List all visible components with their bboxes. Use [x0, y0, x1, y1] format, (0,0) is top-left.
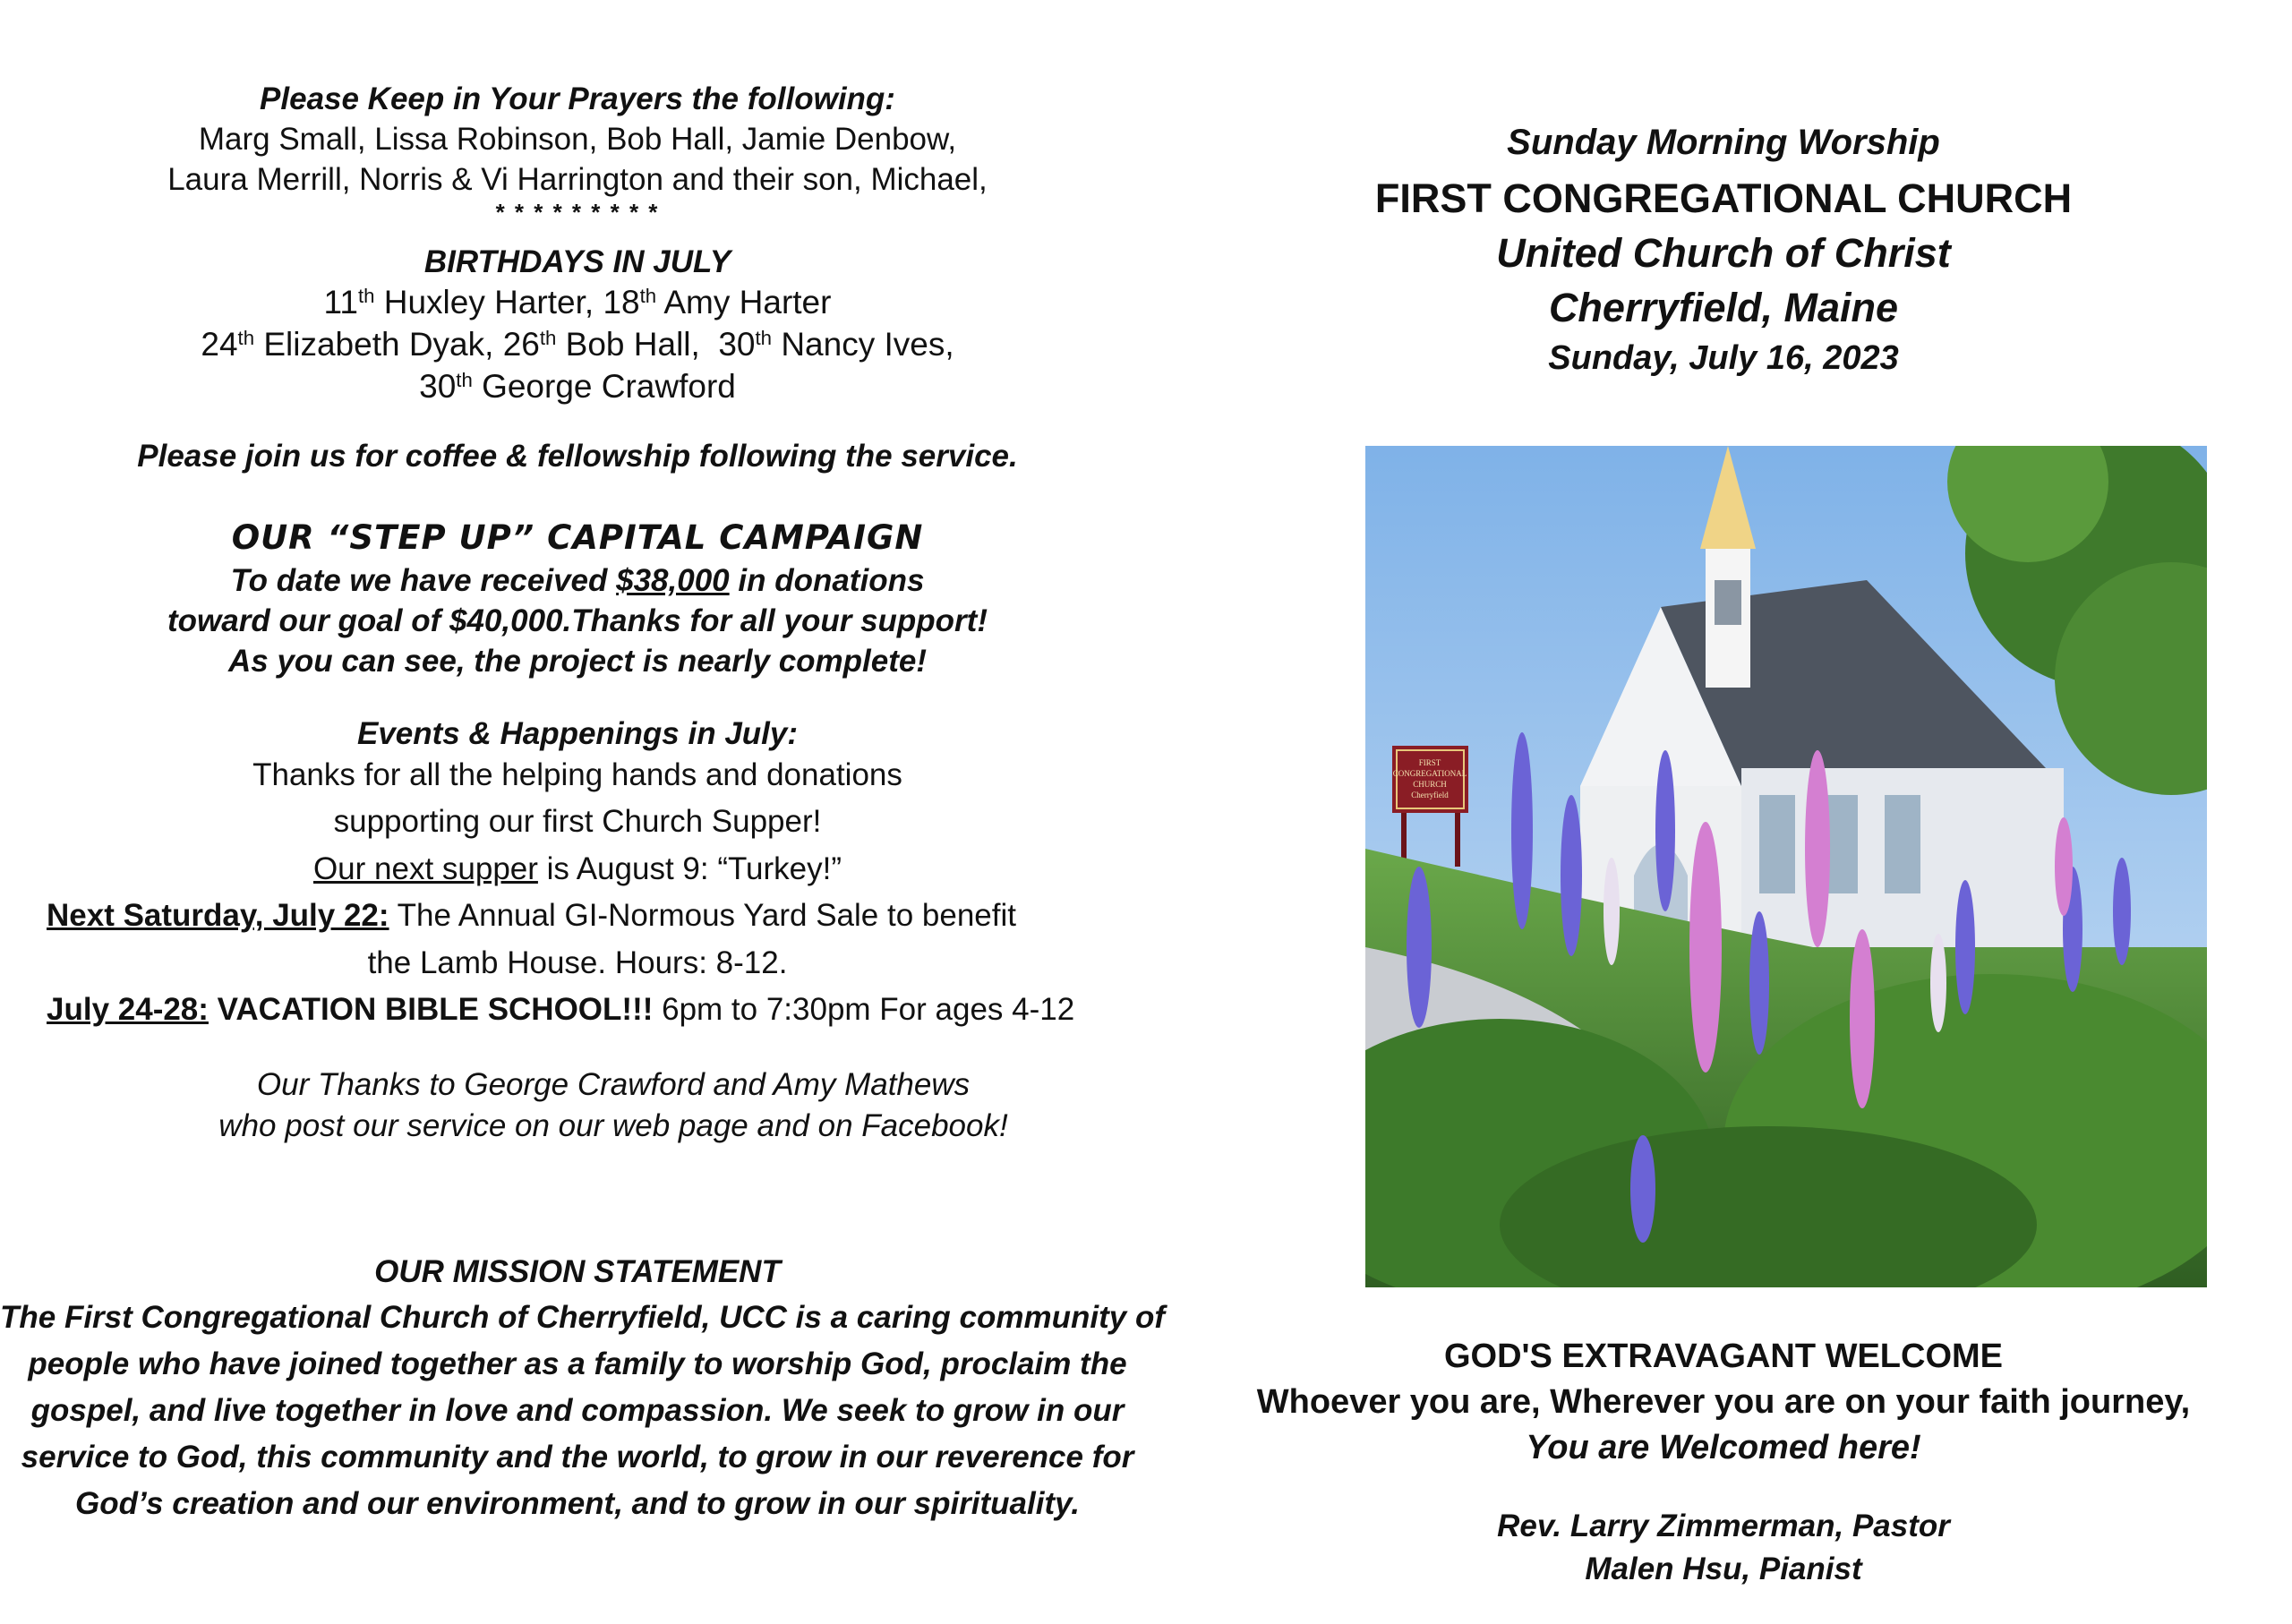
mission-line-2: people who have joined together as a family to worship God, proclaim the	[28, 1346, 1127, 1381]
thanks-line-2: who post our service on our web page and on Facebook!	[218, 1108, 1008, 1143]
yard-sale-line-2: the Lamb House. Hours: 8-12.	[367, 945, 788, 980]
sign-line-4: Cherryfield	[1411, 791, 1449, 799]
sign-line-2: CONGREGATIONAL	[1392, 769, 1467, 778]
welcome-line-1: Whoever you are, Wherever you are on your faith journey,	[1256, 1383, 2191, 1421]
yard-sale-line: Next Saturday, July 22: The Annual GI-Normous Yard Sale to benefit	[47, 898, 1016, 933]
coffee-notice: Please join us for coffee & fellowship following the service.	[137, 439, 1018, 474]
separator: * * * * * * * * *	[495, 199, 660, 226]
right-panel	[1155, 0, 2292, 1624]
birthdays-heading: BIRTHDAYS IN JULY	[423, 244, 731, 279]
church-name: FIRST CONGREGATIONAL CHURCH	[1374, 175, 2073, 221]
vbs-line: July 24-28: VACATION BIBLE SCHOOL!!! 6pm to 7:30pm For ages 4-12	[47, 992, 1075, 1027]
mission-line-5: God’s creation and our environment, and to grow in our spirituality.	[74, 1486, 1081, 1521]
welcome-line-2: You are Welcomed here!	[1526, 1429, 1921, 1466]
prayers-line-2: Laura Merrill, Norris & Vi Harrington and their son, Michael,	[167, 162, 988, 197]
campaign-line-3: As you can see, the project is nearly complete!	[228, 644, 927, 679]
welcome-heading: GOD'S EXTRAVAGANT WELCOME	[1443, 1338, 2004, 1375]
sign-line-3: CHURCH	[1413, 780, 1447, 789]
sign-line-1: FIRST	[1418, 758, 1441, 767]
service-date: Sunday, July 16, 2023	[1548, 339, 1899, 377]
vbs-title: VACATION BIBLE SCHOOL!!!	[208, 992, 663, 1027]
events-line-2: supporting our first Church Supper!	[333, 804, 822, 839]
location: Cherryfield, Maine	[1548, 285, 1899, 330]
supper-line: Our next supper is August 9: “Turkey!”	[312, 851, 842, 886]
birthdays-line-3: 30th George Crawford	[419, 368, 736, 405]
next-supper-label: Our next supper	[312, 851, 538, 886]
campaign-title: OUR “STEP UP” CAPITAL CAMPAIGN	[231, 518, 924, 557]
birthdays-line-2: 24th Elizabeth Dyak, 26th Bob Hall, 30th Nancy Ives,	[201, 326, 954, 363]
pianist: Malen Hsu, Pianist	[1585, 1551, 1862, 1586]
events-heading: Events & Happenings in July:	[356, 716, 799, 751]
prayers-heading: Please Keep in Your Prayers the following:	[260, 81, 895, 116]
events-line-1: Thanks for all the helping hands and donations	[252, 757, 902, 792]
campaign-line-1: To date we have received $38,000 in donations	[230, 563, 925, 598]
mission-line-3: gospel, and live together in love and compassion. We seek to grow in our	[30, 1393, 1125, 1428]
mission-heading: OUR MISSION STATEMENT	[374, 1254, 781, 1289]
church-photo	[1365, 446, 2207, 1287]
birthdays-line-1: 11th Huxley Harter, 18th Amy Harter	[323, 284, 832, 321]
denomination: United Church of Christ	[1496, 230, 1951, 276]
thanks-line-1: Our Thanks to George Crawford and Amy Mathews	[256, 1067, 971, 1102]
campaign-line-2: toward our goal of $40,000.Thanks for all your support!	[167, 603, 988, 638]
prayers-line-1: Marg Small, Lissa Robinson, Bob Hall, Jamie Denbow,	[198, 122, 957, 157]
campaign-amount: $38,000	[616, 563, 730, 598]
mission-line-1: The First Congregational Church of Cherryfield, UCC is a caring community of	[0, 1300, 1165, 1335]
mission-line-4: service to God, this community and the world, to grow in our reverence for	[21, 1440, 1134, 1474]
yard-sale-date: Next Saturday, July 22:	[47, 898, 389, 933]
service-title: Sunday Morning Worship	[1507, 123, 1940, 162]
pastor: Rev. Larry Zimmerman, Pastor	[1497, 1509, 1950, 1543]
vbs-date: July 24-28:	[47, 992, 209, 1027]
